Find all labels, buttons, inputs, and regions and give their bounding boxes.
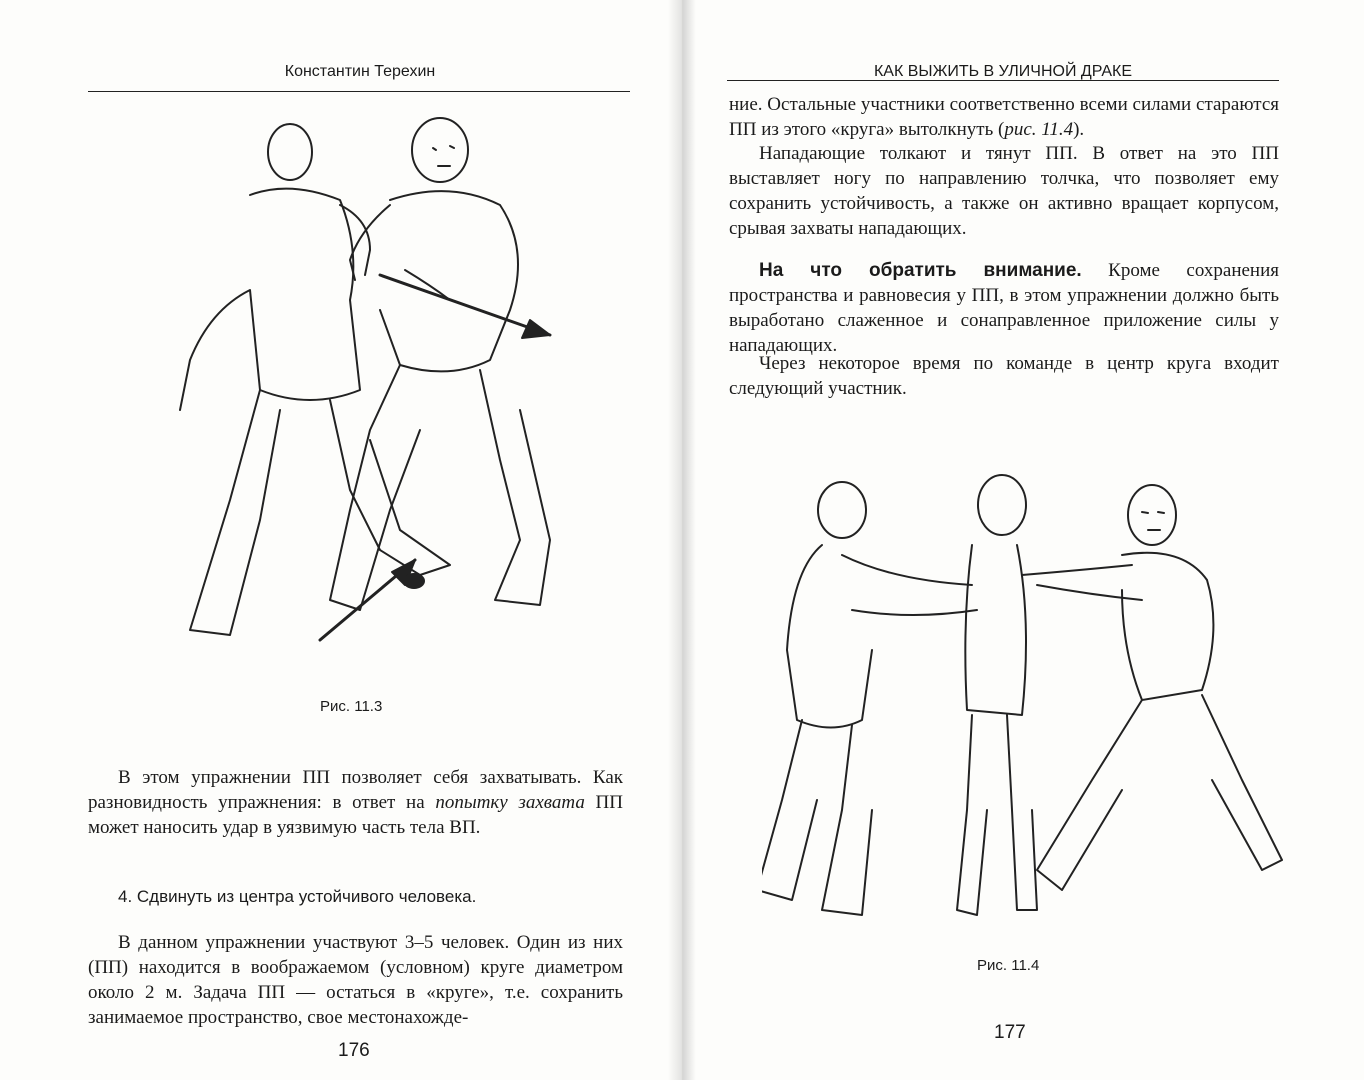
attacker-left-leg-1 [762,720,817,900]
right-page [682,0,1364,1080]
center-person-leg-1 [957,715,987,915]
right-paragraph-1-text-a: ние. Остальные участники соответственно всеми силами стараются ПП из этого «круга» вытолкнуть ( [729,94,1279,140]
push-arrow-line [380,275,550,335]
attacker-right-arm-upper [1022,565,1132,575]
left-paragraph-1-text-a: В этом упражнении ПП позволяет себя захватывать. Как разновидность упражнения: в ответ на [88,767,623,813]
right-page-number: 177 [994,1022,1026,1043]
fig2-head [412,118,468,182]
attacker-right-head [1128,485,1176,545]
right-running-head: КАК ВЫЖИТЬ В УЛИЧНОЙ ДРАКЕ [873,63,1133,80]
figure-11-4-illustration [762,470,1292,940]
right-paragraph-3-bold: На что обратить внимание. [759,260,1082,281]
attacker-right-face [1142,512,1164,530]
right-header-rule [727,80,1279,81]
right-paragraph-4 [729,351,1279,401]
right-paragraph-2 [729,141,1279,241]
attacker-left-torso [787,545,872,728]
attacker-right-arm-lower [1037,585,1142,600]
attacker-right-torso [1122,553,1213,700]
right-paragraph-3 [729,258,1279,358]
figure-11-3-illustration [150,110,620,650]
fig1-head [268,124,312,180]
left-paragraph-2-text: В данном упражнении участвуют 3–5 человек. Один из них (ПП) находится в воображаемом (условном) круге диаметром около 2 м. Задача ПП — остаться в «круге», т.е. сохранить занимаемое пространство, свое местонахожде- [88,932,623,1028]
attacker-right-leg-1 [1037,700,1142,890]
figure-11-4-caption: Рис. 11.4 [977,957,1040,974]
attacker-left-head [818,482,866,538]
center-person-torso [965,545,1026,715]
center-person-leg-2 [1007,715,1037,910]
center-person-head [978,475,1026,535]
attacker-right-leg-2 [1202,695,1282,870]
section-heading: 4. Сдвинуть из центра устойчивого человека. [118,887,477,906]
right-paragraph-2-text: Нападающие толкают и тянут ПП. В ответ на это ПП выставляет ногу по направлению толчка, что позволяет ему сохранить устойчивость, а также он активно вращает корпусом, срывая захваты нападающих. [729,143,1279,239]
right-paragraph-1-italic: рис. 11.4 [1004,119,1074,140]
fig2-leg-right [480,370,550,605]
attacker-left-arm-upper [842,555,972,585]
attacker-left-arm-lower [852,610,977,615]
left-page-number: 176 [338,1040,370,1061]
fig1-leg-left [190,390,280,635]
right-paragraph-1-text-b: ). [1073,119,1085,140]
right-paragraph-4-text: Через некоторое время по команде в центр круга входит следующий участник. [729,353,1279,399]
left-paragraph-1 [88,765,623,840]
fig1-leg-right [330,400,450,575]
figure-11-3-caption: Рис. 11.3 [320,698,383,715]
foot-mark [404,574,424,588]
attacker-left-leg-2 [822,725,872,915]
fig1-torso [180,189,360,410]
left-paragraph-2 [88,930,623,1030]
fig2-face [433,146,454,166]
left-paragraph-1-text-b: ПП может наносить удар в уязвимую часть тела ВП. [88,792,623,838]
right-paragraph-3-text: Кроме сохранения пространства и равновесия у ПП, в этом упражнении должно быть выработано слаженное и сонаправленное приложение силы у нападающих. [729,260,1279,356]
right-paragraph-1 [729,92,1279,142]
push-arrow-head [522,320,550,338]
left-running-head: Константин Терехин [284,63,436,80]
left-paragraph-1-italic: попытку захвата [435,792,585,813]
left-header-rule [88,91,630,92]
